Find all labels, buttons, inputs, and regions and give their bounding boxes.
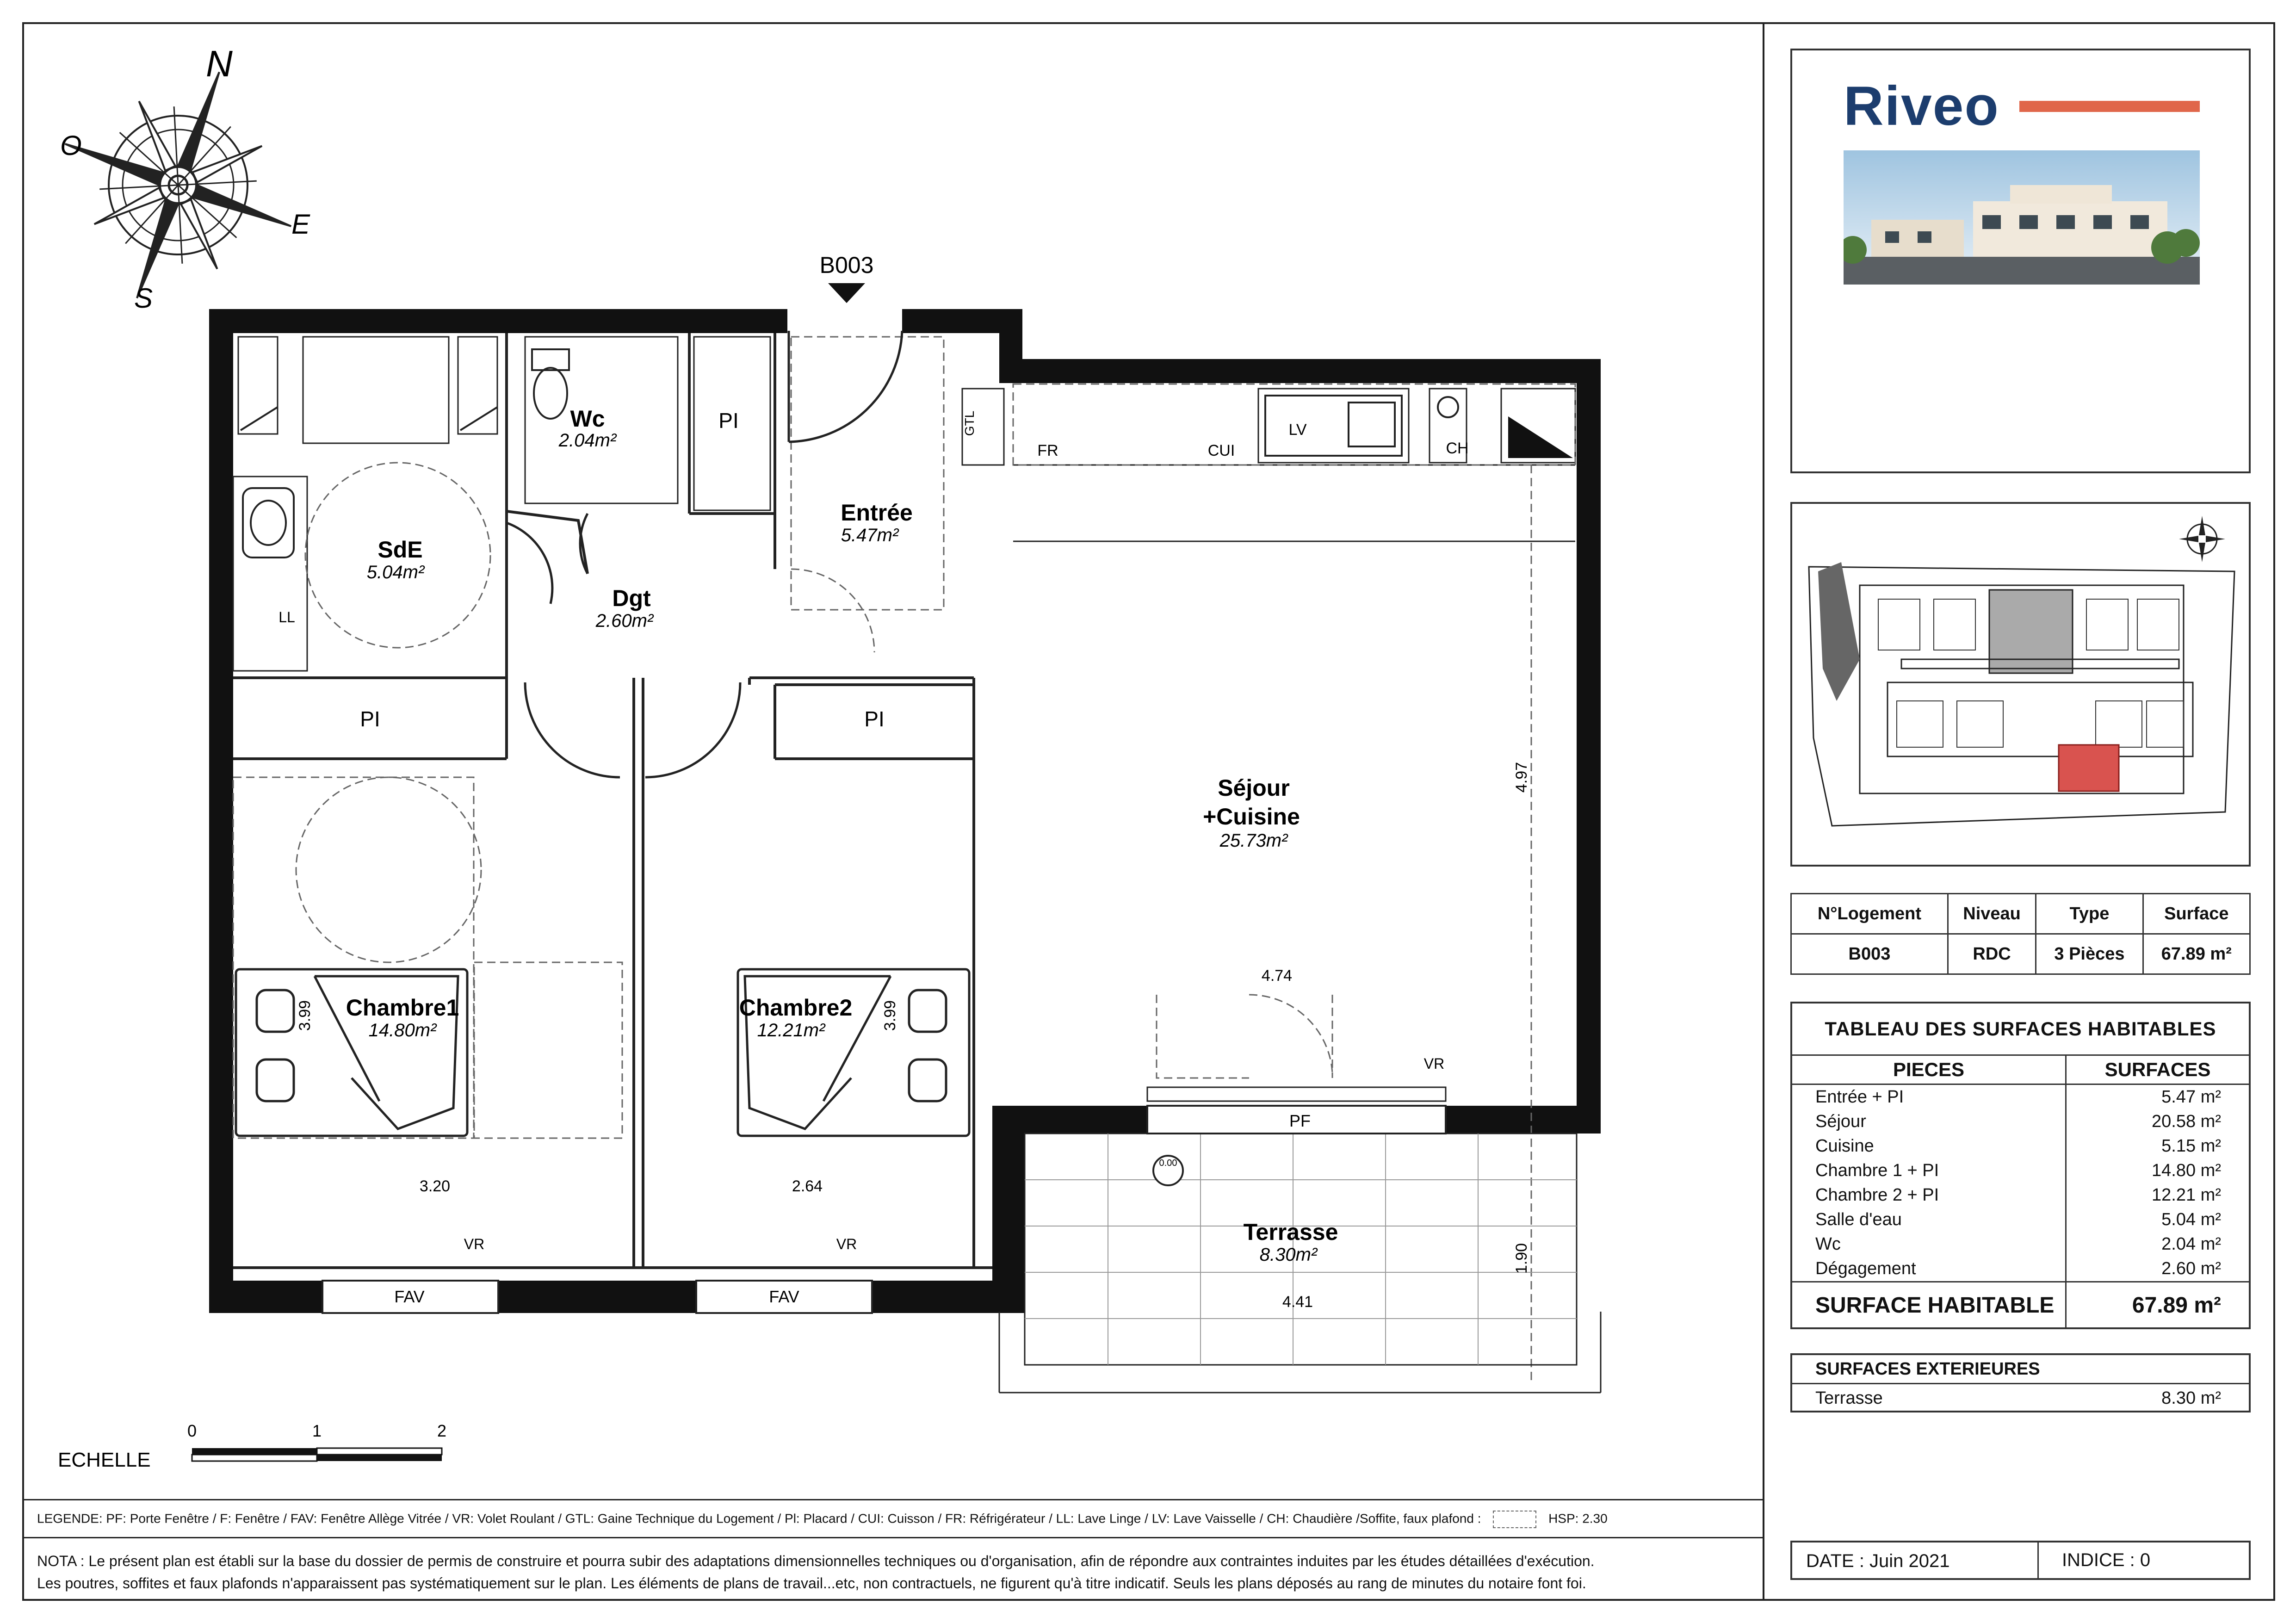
surfaces-rows <box>1792 1085 2249 1281</box>
info-value-surface: 67.89 m² <box>2143 934 2250 974</box>
bed-chambre2 <box>738 969 969 1136</box>
dim-190: 1.90 <box>1513 1243 1530 1274</box>
placard-label-3: PI <box>864 707 885 731</box>
brand-logo: Riveo <box>1844 75 1999 137</box>
exterieures-title: SURFACES EXTERIEURES <box>1792 1355 2249 1384</box>
ch-label: CH <box>1446 440 1469 457</box>
surface-row: Chambre 2 + PI 12.21 m² <box>1815 1185 2221 1205</box>
info-header-logement: N°Logement <box>1791 894 1948 934</box>
fr-label: FR <box>1037 442 1058 459</box>
surface-row: Salle d'eau 5.04 m² <box>1815 1210 2221 1229</box>
dim-497: 4.97 <box>1513 762 1530 793</box>
site-plan-map <box>1795 507 2246 863</box>
compass-s: S <box>134 283 153 314</box>
pf-label: PF <box>1289 1111 1311 1130</box>
cui-label: CUI <box>1207 442 1235 459</box>
scale-tick-2: 2 <box>437 1421 447 1440</box>
surface-total-value: 67.89 m² <box>2132 1293 2221 1318</box>
surface-row: Séjour 20.58 m² <box>1815 1112 2221 1131</box>
room-entree-name: Entrée <box>841 500 913 526</box>
scale-tick-0: 0 <box>187 1421 197 1440</box>
room-dgt-area: 2.60m² <box>595 611 654 631</box>
info-header-niveau: Niveau <box>1948 894 2036 934</box>
surface-row: Wc 2.04 m² <box>1815 1234 2221 1254</box>
room-sejour-name: Séjour <box>1218 775 1290 801</box>
compass-e: E <box>291 209 310 240</box>
site-compass-icon <box>2179 516 2225 562</box>
surface-row: Dégagement 2.60 m² <box>1815 1259 2221 1278</box>
scale-bar <box>58 1421 446 1471</box>
info-table <box>1790 893 2251 975</box>
room-chambre1-area: 14.80m² <box>368 1020 437 1041</box>
room-terrasse-area: 8.30m² <box>1259 1245 1318 1265</box>
info-header-type: Type <box>2036 894 2143 934</box>
room-sde-name: SdE <box>378 537 423 563</box>
lot-b003-highlight <box>2059 745 2119 791</box>
surface-row: Chambre 1 + PI 14.80 m² <box>1815 1161 2221 1180</box>
surfaces-col-pieces: PIECES <box>1792 1056 2067 1084</box>
compass-n: N <box>206 43 233 84</box>
gtl-label: GTL <box>962 410 977 436</box>
surfaces-title: TABLEAU DES SURFACES HABITABLES <box>1792 1004 2249 1056</box>
room-wc-area: 2.04m² <box>558 430 617 451</box>
surface-row: Cuisine 5.15 m² <box>1815 1136 2221 1156</box>
info-value-niveau: RDC <box>1948 934 2036 974</box>
info-header-surface: Surface <box>2143 894 2250 934</box>
nota-line-2: Les poutres, soffites et faux plafonds n'apparaissent pas systématiquement sur le plan. Les éléments de plans de travail...etc, non contractuels, ne figurent qu'à titre indicatif. Seuls les plans déposés au rang de minutes du notaire font foi. <box>37 1575 1586 1592</box>
info-value-logement: B003 <box>1791 934 1948 974</box>
legend <box>37 1511 1749 1528</box>
surfaces-table <box>1790 1002 2251 1329</box>
room-chambre2-name: Chambre2 <box>739 995 853 1021</box>
room-terrasse-name: Terrasse <box>1243 1219 1338 1245</box>
room-sejour-name-2: +Cuisine <box>1203 804 1300 830</box>
dim-474: 4.74 <box>1261 967 1293 985</box>
level-label: 0.00 <box>1159 1158 1177 1168</box>
date-indice-box <box>1790 1541 2251 1580</box>
room-entree-area: 5.47m² <box>841 525 899 545</box>
room-dgt-name: Dgt <box>612 585 651 611</box>
fav-label-2: FAV <box>769 1287 799 1306</box>
room-sejour-area: 25.73m² <box>1219 830 1288 851</box>
legend-divider-bottom <box>22 1537 1764 1538</box>
surface-row: Entrée + PI 5.47 m² <box>1815 1087 2221 1107</box>
nota-line-1: NOTA : Le présent plan est établi sur la base du dossier de permis de construire et pourra subir des adaptations dimensionnelles techniques ou d'organisation, afin de répondre aux contraintes induites par les études détaillées d'exécution. <box>37 1553 1595 1569</box>
volet-roulant <box>1147 1087 1446 1101</box>
shower-marker <box>241 407 278 430</box>
placard-label-1: PI <box>718 409 739 433</box>
room-sde-area: 5.04m² <box>366 562 425 582</box>
legend-divider-top <box>22 1499 1764 1500</box>
shower-marker-2 <box>460 407 497 430</box>
lv-label: LV <box>1288 421 1307 439</box>
legend-text: LEGENDE: PF: Porte Fenêtre / F: Fenêtre / FAV: Fenêtre Allège Vitrée / VR: Volet Roulant / GTL: Gaine Technique du Logement / Pl: Placard / CUI: Cuisson / FR: Réfrigérateur / LL: Lave Linge / LV: Lave Vaisselle / CH: Chaudière /Soffite, faux plafond : <box>37 1511 1481 1526</box>
vr-label-1: VR <box>1423 1055 1445 1072</box>
dim-399-b: 3.99 <box>881 1000 899 1031</box>
dim-399-a: 3.99 <box>296 1000 314 1031</box>
right-panel-divider <box>1763 22 1764 1601</box>
lot-marker: B003 <box>819 252 874 278</box>
info-value-type: 3 Pièces <box>2036 934 2143 974</box>
indice-label: INDICE : 0 <box>2062 1550 2151 1570</box>
soffite-swatch <box>1493 1511 1536 1528</box>
surfaces-col-surfaces: SURFACES <box>2104 1059 2211 1080</box>
exterior-walls <box>209 309 1601 1313</box>
room-chambre1-name: Chambre1 <box>346 995 459 1021</box>
fav-label-1: FAV <box>394 1287 425 1306</box>
dim-441: 4.41 <box>1282 1293 1313 1311</box>
date-label: DATE : Juin 2021 <box>1792 1542 2039 1578</box>
vr-label-3: VR <box>836 1236 857 1252</box>
compass-o: O <box>60 130 82 161</box>
exterieures-row: Terrasse 8.30 m² <box>1815 1388 2221 1408</box>
building-photo <box>1844 150 2200 285</box>
nota <box>37 1550 1758 1594</box>
dim-264: 2.64 <box>792 1177 823 1195</box>
entrance-arrow-icon <box>828 283 865 303</box>
surface-total-label: SURFACE HABITABLE <box>1815 1293 2055 1318</box>
scale-tick-1: 1 <box>312 1421 322 1440</box>
dim-320: 3.20 <box>419 1177 451 1195</box>
exterieures-table <box>1790 1353 2251 1412</box>
room-chambre2-area: 12.21m² <box>757 1020 825 1041</box>
bed-chambre1 <box>236 969 467 1136</box>
ll-label: LL <box>278 609 295 626</box>
vr-label-2: VR <box>464 1236 485 1252</box>
legend-hsp: HSP: 2.30 <box>1548 1511 1608 1526</box>
door-swings <box>507 331 902 777</box>
compass-rose-icon <box>63 70 293 300</box>
scale-label: ECHELLE <box>58 1449 151 1471</box>
surface-total <box>1792 1283 2249 1327</box>
room-wc-name: Wc <box>570 406 605 432</box>
placard-label-2: PI <box>360 707 380 731</box>
brand-accent-bar <box>2019 101 2200 112</box>
duct-marker <box>1508 416 1573 458</box>
